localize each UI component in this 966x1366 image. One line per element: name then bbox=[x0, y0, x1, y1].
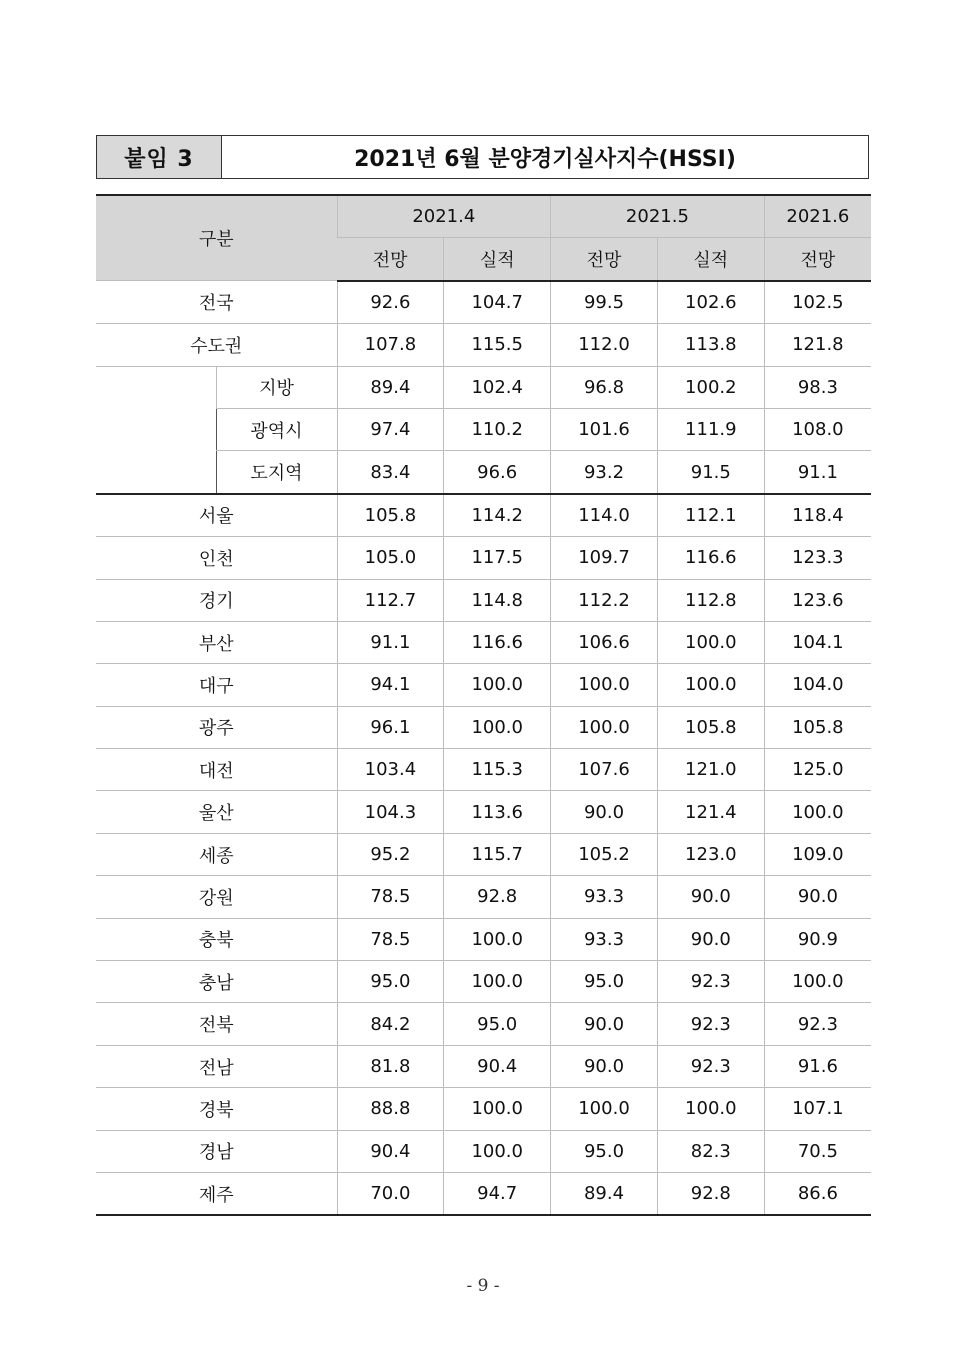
value-cell: 94.7 bbox=[444, 1172, 551, 1215]
corner-header: 구분 bbox=[96, 195, 337, 281]
value-cell: 84.2 bbox=[337, 1003, 444, 1045]
row-label: 인천 bbox=[96, 537, 337, 579]
row-label: 충북 bbox=[96, 918, 337, 960]
value-cell: 123.0 bbox=[657, 833, 764, 875]
value-cell: 100.0 bbox=[657, 664, 764, 706]
value-cell: 105.8 bbox=[657, 706, 764, 748]
document-title: 2021년 6월 분양경기실사지수(HSSI) bbox=[354, 146, 736, 172]
value-cell: 90.0 bbox=[657, 876, 764, 918]
value-cell: 70.5 bbox=[764, 1130, 871, 1172]
value-cell: 104.1 bbox=[764, 621, 871, 663]
value-cell: 100.0 bbox=[764, 961, 871, 1003]
value-cell: 107.1 bbox=[764, 1088, 871, 1130]
value-cell: 95.0 bbox=[337, 961, 444, 1003]
subheader: 실적 bbox=[657, 238, 764, 281]
value-cell: 104.3 bbox=[337, 791, 444, 833]
value-cell: 90.4 bbox=[337, 1130, 444, 1172]
value-cell: 100.0 bbox=[551, 664, 658, 706]
value-cell: 112.2 bbox=[551, 579, 658, 621]
value-cell: 70.0 bbox=[337, 1172, 444, 1215]
value-cell: 100.0 bbox=[764, 791, 871, 833]
value-cell: 123.3 bbox=[764, 537, 871, 579]
value-cell: 92.3 bbox=[657, 1003, 764, 1045]
value-cell: 115.5 bbox=[444, 324, 551, 366]
value-cell: 95.0 bbox=[444, 1003, 551, 1045]
value-cell: 95.2 bbox=[337, 833, 444, 875]
value-cell: 117.5 bbox=[444, 537, 551, 579]
value-cell: 105.2 bbox=[551, 833, 658, 875]
value-cell: 102.4 bbox=[444, 366, 551, 408]
value-cell: 92.8 bbox=[444, 876, 551, 918]
subheader: 전망 bbox=[551, 238, 658, 281]
table-row bbox=[96, 918, 871, 960]
value-cell: 121.0 bbox=[657, 749, 764, 791]
period-header: 2021.4 bbox=[337, 195, 551, 238]
value-cell: 95.0 bbox=[551, 1130, 658, 1172]
value-cell: 92.3 bbox=[657, 961, 764, 1003]
value-cell: 81.8 bbox=[337, 1045, 444, 1087]
value-cell: 92.8 bbox=[657, 1172, 764, 1215]
row-label: 경북 bbox=[96, 1088, 337, 1130]
value-cell: 104.7 bbox=[444, 281, 551, 324]
table-row bbox=[96, 961, 871, 1003]
value-cell: 108.0 bbox=[764, 408, 871, 450]
table-row bbox=[96, 1003, 871, 1045]
value-cell: 121.4 bbox=[657, 791, 764, 833]
value-cell: 100.0 bbox=[444, 1130, 551, 1172]
value-cell: 100.0 bbox=[551, 706, 658, 748]
value-cell: 92.6 bbox=[337, 281, 444, 324]
value-cell: 112.7 bbox=[337, 579, 444, 621]
subheader: 전망 bbox=[337, 238, 444, 281]
value-cell: 103.4 bbox=[337, 749, 444, 791]
value-cell: 100.0 bbox=[444, 918, 551, 960]
table-row bbox=[96, 1088, 871, 1130]
row-label: 광주 bbox=[96, 706, 337, 748]
value-cell: 100.0 bbox=[444, 961, 551, 1003]
row-label: 광역시 bbox=[216, 408, 337, 450]
row-label: 부산 bbox=[96, 621, 337, 663]
value-cell: 100.0 bbox=[657, 621, 764, 663]
table-row bbox=[96, 664, 871, 706]
value-cell: 105.0 bbox=[337, 537, 444, 579]
subheader: 실적 bbox=[444, 238, 551, 281]
value-cell: 118.4 bbox=[764, 494, 871, 537]
value-cell: 91.6 bbox=[764, 1045, 871, 1087]
value-cell: 114.0 bbox=[551, 494, 658, 537]
hssi-table bbox=[96, 194, 871, 1216]
page-number: - 9 - bbox=[466, 1276, 500, 1296]
value-cell: 107.6 bbox=[551, 749, 658, 791]
value-cell: 92.3 bbox=[764, 1003, 871, 1045]
value-cell: 90.0 bbox=[551, 1045, 658, 1087]
value-cell: 90.4 bbox=[444, 1045, 551, 1087]
value-cell: 90.0 bbox=[551, 1003, 658, 1045]
blank-cell bbox=[96, 366, 216, 494]
value-cell: 115.3 bbox=[444, 749, 551, 791]
table-row bbox=[96, 749, 871, 791]
value-cell: 92.3 bbox=[657, 1045, 764, 1087]
table-row bbox=[96, 366, 871, 408]
value-cell: 95.0 bbox=[551, 961, 658, 1003]
value-cell: 91.1 bbox=[337, 621, 444, 663]
table-row bbox=[96, 1045, 871, 1087]
row-label: 지방 bbox=[216, 366, 337, 408]
row-label: 수도권 bbox=[96, 324, 337, 366]
table-row bbox=[96, 791, 871, 833]
value-cell: 105.8 bbox=[764, 706, 871, 748]
value-cell: 101.6 bbox=[551, 408, 658, 450]
value-cell: 112.8 bbox=[657, 579, 764, 621]
value-cell: 86.6 bbox=[764, 1172, 871, 1215]
table-body bbox=[96, 281, 871, 1216]
value-cell: 110.2 bbox=[444, 408, 551, 450]
table-row bbox=[96, 281, 871, 324]
value-cell: 93.3 bbox=[551, 876, 658, 918]
value-cell: 125.0 bbox=[764, 749, 871, 791]
header-row-periods bbox=[96, 195, 871, 238]
value-cell: 93.3 bbox=[551, 918, 658, 960]
value-cell: 113.6 bbox=[444, 791, 551, 833]
row-label: 서울 bbox=[96, 494, 337, 537]
value-cell: 116.6 bbox=[444, 621, 551, 663]
value-cell: 88.8 bbox=[337, 1088, 444, 1130]
row-label: 경남 bbox=[96, 1130, 337, 1172]
table-row bbox=[96, 537, 871, 579]
value-cell: 112.0 bbox=[551, 324, 658, 366]
row-label: 전북 bbox=[96, 1003, 337, 1045]
value-cell: 102.5 bbox=[764, 281, 871, 324]
value-cell: 109.7 bbox=[551, 537, 658, 579]
value-cell: 113.8 bbox=[657, 324, 764, 366]
value-cell: 97.4 bbox=[337, 408, 444, 450]
table-row bbox=[96, 706, 871, 748]
value-cell: 78.5 bbox=[337, 918, 444, 960]
value-cell: 99.5 bbox=[551, 281, 658, 324]
row-label: 대전 bbox=[96, 749, 337, 791]
value-cell: 89.4 bbox=[337, 366, 444, 408]
value-cell: 114.8 bbox=[444, 579, 551, 621]
value-cell: 90.0 bbox=[551, 791, 658, 833]
period-header: 2021.6 bbox=[764, 195, 871, 238]
row-label: 대구 bbox=[96, 664, 337, 706]
period-header: 2021.5 bbox=[551, 195, 765, 238]
row-label: 강원 bbox=[96, 876, 337, 918]
value-cell: 105.8 bbox=[337, 494, 444, 537]
title-box bbox=[96, 135, 869, 179]
row-label: 세종 bbox=[96, 833, 337, 875]
table-row bbox=[96, 324, 871, 366]
table-row bbox=[96, 1130, 871, 1172]
value-cell: 96.8 bbox=[551, 366, 658, 408]
row-label: 도지역 bbox=[216, 451, 337, 494]
table-row bbox=[96, 1172, 871, 1215]
table-row bbox=[96, 833, 871, 875]
value-cell: 123.6 bbox=[764, 579, 871, 621]
value-cell: 90.9 bbox=[764, 918, 871, 960]
table-row bbox=[96, 494, 871, 537]
value-cell: 91.1 bbox=[764, 451, 871, 494]
value-cell: 89.4 bbox=[551, 1172, 658, 1215]
value-cell: 90.0 bbox=[764, 876, 871, 918]
value-cell: 109.0 bbox=[764, 833, 871, 875]
value-cell: 93.2 bbox=[551, 451, 658, 494]
value-cell: 100.0 bbox=[444, 706, 551, 748]
value-cell: 96.1 bbox=[337, 706, 444, 748]
value-cell: 116.6 bbox=[657, 537, 764, 579]
subheader: 전망 bbox=[764, 238, 871, 281]
value-cell: 98.3 bbox=[764, 366, 871, 408]
value-cell: 112.1 bbox=[657, 494, 764, 537]
table-row bbox=[96, 579, 871, 621]
row-label: 충남 bbox=[96, 961, 337, 1003]
value-cell: 83.4 bbox=[337, 451, 444, 494]
value-cell: 104.0 bbox=[764, 664, 871, 706]
value-cell: 94.1 bbox=[337, 664, 444, 706]
row-label: 전국 bbox=[96, 281, 337, 324]
value-cell: 121.8 bbox=[764, 324, 871, 366]
value-cell: 100.0 bbox=[444, 1088, 551, 1130]
value-cell: 100.0 bbox=[657, 1088, 764, 1130]
row-label: 제주 bbox=[96, 1172, 337, 1215]
value-cell: 100.0 bbox=[551, 1088, 658, 1130]
value-cell: 106.6 bbox=[551, 621, 658, 663]
table-row bbox=[96, 621, 871, 663]
value-cell: 82.3 bbox=[657, 1130, 764, 1172]
row-label: 전남 bbox=[96, 1045, 337, 1087]
value-cell: 107.8 bbox=[337, 324, 444, 366]
row-label: 울산 bbox=[96, 791, 337, 833]
attachment-label: 붙임 3 bbox=[97, 136, 222, 178]
value-cell: 90.0 bbox=[657, 918, 764, 960]
value-cell: 91.5 bbox=[657, 451, 764, 494]
value-cell: 115.7 bbox=[444, 833, 551, 875]
value-cell: 100.0 bbox=[444, 664, 551, 706]
value-cell: 78.5 bbox=[337, 876, 444, 918]
value-cell: 96.6 bbox=[444, 451, 551, 494]
row-label: 경기 bbox=[96, 579, 337, 621]
value-cell: 100.2 bbox=[657, 366, 764, 408]
value-cell: 114.2 bbox=[444, 494, 551, 537]
value-cell: 102.6 bbox=[657, 281, 764, 324]
value-cell: 111.9 bbox=[657, 408, 764, 450]
table-row bbox=[96, 876, 871, 918]
